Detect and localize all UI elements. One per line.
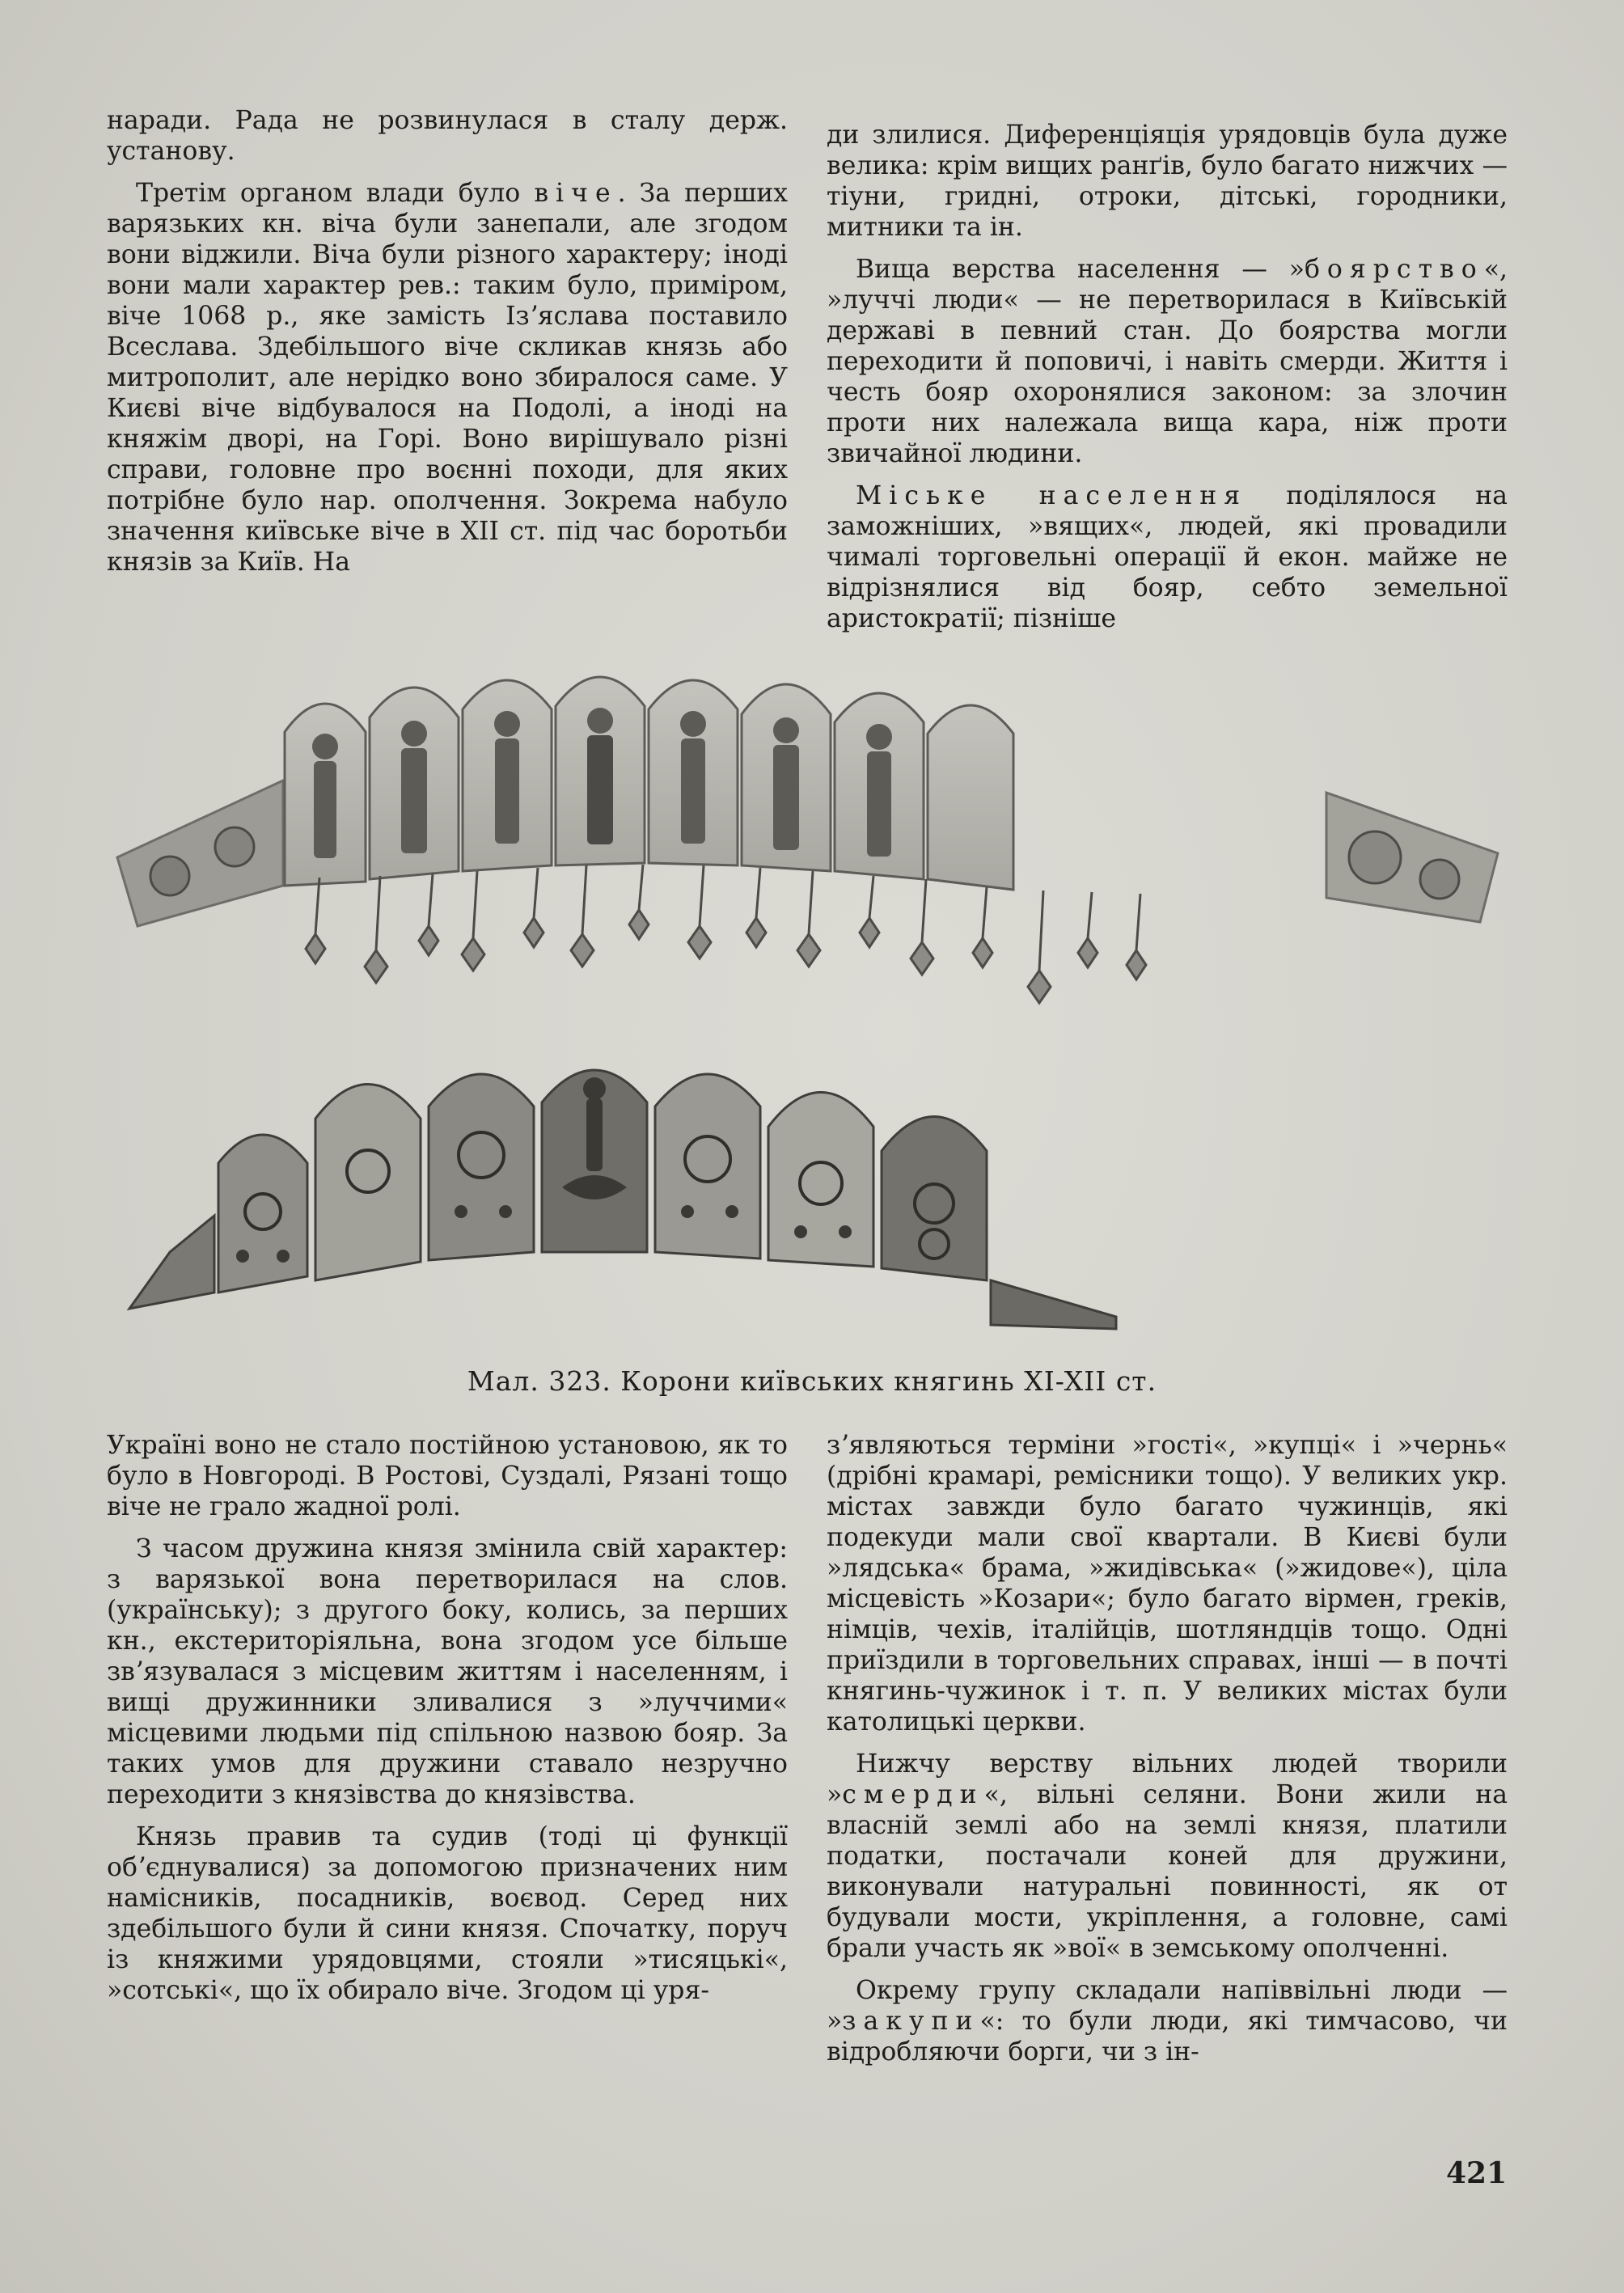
paragraph: Третім органом влади було віче. За перших варязьких кн. віча були занепали, але згодом вони віджили. Віча були різного характеру; іноді вони мали характер рев.: таким було, приміром, віче 1068 р., яке замість Ізʼяслава поставило Всеслава. Здебільшого віче скликав князь або митрополит, але нерідко воно збиралося саме. У Києві віче відбувалося на Подолі, а іноді на княжім дворі, на Горі. Воно вирішувало різні справи, головне про воєнні походи, для яких потрібне було нар. ополчення. Зокрема набуло значення київське віче в XII ст. під час боротьби князів за Київ. На bbox=[107, 179, 788, 577]
paragraph: наради. Рада не розвинулася в сталу держ. установу. bbox=[107, 106, 788, 166]
spaced-term: віче bbox=[534, 179, 618, 208]
spaced-term: закупи bbox=[842, 2007, 980, 2036]
crown-left-wing bbox=[117, 781, 283, 926]
paragraph: Вища верства населення — »боярство«, »луччі люди« — не перетворилася в Київській державі в певний стан. До боярства могли переходити й поповичі, і навіть смерди. Життя і честь бояр охоронялися законом: за злочин проти них належала вища кара, ніж проти звичайної людини. bbox=[827, 255, 1508, 468]
column-bottom-right bbox=[827, 1430, 1508, 2079]
spaced-term: боярство bbox=[1304, 255, 1484, 284]
figure-caption: Мал. 323. Корони київських княгинь XI-XII ст. bbox=[467, 1365, 1157, 1397]
column-bottom-left bbox=[107, 1430, 788, 2017]
paragraph: З часом дружина князя змінила свій характер: з варязької вона перетворилася на слов. (українську); з другого боку, колись, за перших кн., екстериторіяльна, вона згодом усе більше звʼязувалася з місцевим життям і населенням, і вищі дружинники зливалися з »луччими« місцевими людьми під спільною назвою бояр. За таких умов для дружини ставало незручно переходити з князівства до князівства. bbox=[107, 1534, 788, 1809]
paragraph: Князь правив та судив (тоді ці функції обʼєднувалися) за допомогою призначених ним намісників, посадників, воєвод. Серед них здебільшого були й сини князя. Спочатку, поруч із княжими урядовцями, стояли »тисяцькі«, »сотські«, що їх обирало віче. Згодом ці уря- bbox=[107, 1822, 788, 2005]
page-number: 421 bbox=[1446, 2156, 1508, 2190]
paragraph: Окрему групу складали напіввільні люди — »закупи«: то були люди, які тимчасово, чи відробляючи борги, чи з ін- bbox=[827, 1976, 1508, 2067]
spaced-term: Міське населення bbox=[856, 481, 1248, 510]
column-top-left bbox=[107, 105, 788, 589]
paragraph: Міське населення поділялося на заможніших, »вящих«, людей, які провадили чималі торговельні операції й екон. майже не відрізнялися від бояр, себто земельної аристократії; пізніше bbox=[827, 481, 1508, 633]
crown-illustration-bottom bbox=[121, 1050, 1504, 1341]
paragraph: Нижчу верству вільних людей творили »смерди«, вільні селяни. Вони жили на власній землі або на землі князя, платили податки, постачали коней для дружини, виконували натуральні повинності, як от будували мости, укріплення, а головне, самі брали участь як »вої« в земському ополченні. bbox=[827, 1749, 1508, 1963]
crown-illustration-top bbox=[113, 659, 1504, 1015]
column-top-right bbox=[827, 120, 1508, 645]
spaced-term: смерди bbox=[842, 1780, 984, 1809]
paragraph: ди злилися. Диференціяція урядовців була дуже велика: крім вищих ранґів, було багато нижчих — тіуни, гридні, отроки, дітські, городники, митники та ін. bbox=[827, 121, 1508, 242]
paragraph: Україні воно не стало постійною установою, як то було в Новгороді. В Ростові, Суздалі, Рязані тощо віче не грало жадної ролі. bbox=[107, 1431, 788, 1521]
paragraph: зʼявляються терміни »гості«, »купці« і »чернь« (дрібні крамарі, ремісники тощо). У великих укр. містах завжди було багато чужинців, які подекуди мали свої квартали. В Києві були »лядська« брама, »жидівська« (»жидове«), ціла місцевість »Козари«; було багато вірмен, греків, німців, чехів, італійців, шотляндців тощо. Одні приїздили в торговельних справах, інші — в почті княгинь-чужинок і т. п. У великих містах були католицькі церкви. bbox=[827, 1431, 1508, 1737]
